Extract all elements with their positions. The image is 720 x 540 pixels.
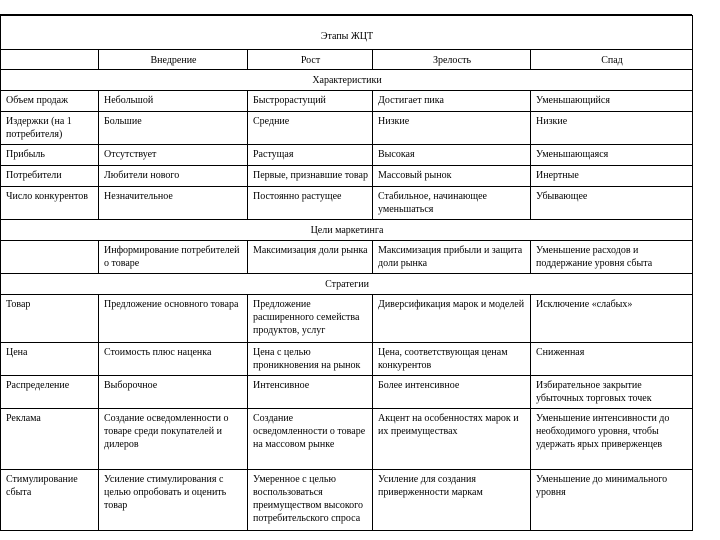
stage-introduction: Внедрение <box>99 50 248 70</box>
table-cell: Сниженная <box>531 343 693 376</box>
goal-decline: Уменьшение расходов и поддержание уровня сбыта <box>531 241 693 274</box>
table-cell: Уменьшение до минимального уровня <box>531 470 693 531</box>
section-strategies: Стратегии <box>1 274 693 295</box>
table-cell: Уменьшение интенсивности до необходимого уровня, чтобы удержать ярых приверженцев <box>531 409 693 470</box>
table-row <box>1 376 693 409</box>
row-label: Реклама <box>1 409 99 470</box>
table-cell: Инертные <box>531 166 693 187</box>
goal-introduction: Информирование потребителей о товаре <box>99 241 248 274</box>
table-cell: Быстрорастущий <box>248 91 373 112</box>
table-cell: Достигает пика <box>373 91 531 112</box>
row-label: Издержки (на 1 потребителя) <box>1 112 99 145</box>
goals-row <box>1 241 693 274</box>
stages-header-row <box>1 50 693 70</box>
stage-growth: Рост <box>248 50 373 70</box>
table-cell: Интенсивное <box>248 376 373 409</box>
table-cell: Диверсификация марок и моделей <box>373 295 531 343</box>
table-row <box>1 343 693 376</box>
goal-maturity: Максимизация прибыли и защита доли рынка <box>373 241 531 274</box>
table-cell: Уменьшающаяся <box>531 145 693 166</box>
table-cell: Предложение расширенного семейства продуктов, услуг <box>248 295 373 343</box>
plc-table-container <box>0 14 692 531</box>
table-row <box>1 91 693 112</box>
goal-growth: Максимизация доли рынка <box>248 241 373 274</box>
section-characteristics: Характеристики <box>1 70 693 91</box>
row-label: Стимулирование сбыта <box>1 470 99 531</box>
section-goals: Цели маркетинга <box>1 220 693 241</box>
stage-maturity: Зрелость <box>373 50 531 70</box>
table-cell: Создание осведомленности о товаре на массовом рынке <box>248 409 373 470</box>
table-cell: Отсутствует <box>99 145 248 166</box>
table-row <box>1 166 693 187</box>
table-cell: Первые, признавшие товар <box>248 166 373 187</box>
table-cell: Стабильное, начинающее уменьшаться <box>373 187 531 220</box>
table-cell: Цена с целью проникновения на рынок <box>248 343 373 376</box>
table-row <box>1 187 693 220</box>
row-label: Потребители <box>1 166 99 187</box>
row-label: Объем продаж <box>1 91 99 112</box>
table-cell: Стоимость плюс наценка <box>99 343 248 376</box>
table-cell: Выборочное <box>99 376 248 409</box>
table-cell: Уменьшающийся <box>531 91 693 112</box>
row-label: Число конкурентов <box>1 187 99 220</box>
table-row <box>1 409 693 470</box>
title-row <box>1 16 693 50</box>
table-row <box>1 470 693 531</box>
table-cell: Средние <box>248 112 373 145</box>
table-cell: Создание осведомленности о товаре среди покупателей и дилеров <box>99 409 248 470</box>
table-cell: Большие <box>99 112 248 145</box>
table-cell: Небольшой <box>99 91 248 112</box>
stage-decline: Спад <box>531 50 693 70</box>
table-cell: Более интенсивное <box>373 376 531 409</box>
section-row <box>1 274 693 295</box>
table-cell: Убывающее <box>531 187 693 220</box>
table-cell: Умеренное с целью воспользоваться преимуществом высокого потребительского спроса <box>248 470 373 531</box>
table-row <box>1 295 693 343</box>
row-label: Товар <box>1 295 99 343</box>
table-cell: Низкие <box>531 112 693 145</box>
section-row <box>1 70 693 91</box>
header-empty-cell <box>1 50 99 70</box>
table-row <box>1 112 693 145</box>
table-cell: Предложение основного товара <box>99 295 248 343</box>
table-row <box>1 145 693 166</box>
table-cell: Цена, соответствующая ценам конкурентов <box>373 343 531 376</box>
plc-stages-table <box>0 15 693 531</box>
row-label: Прибыль <box>1 145 99 166</box>
row-label: Распределение <box>1 376 99 409</box>
table-title: Этапы ЖЦТ <box>1 16 693 50</box>
table-cell: Усиление стимулирования с целью опробовать и оценить товар <box>99 470 248 531</box>
row-label: Цена <box>1 343 99 376</box>
table-cell: Любители нового <box>99 166 248 187</box>
table-cell: Избирательное закрытие убыточных торговых точек <box>531 376 693 409</box>
table-cell: Низкие <box>373 112 531 145</box>
section-row <box>1 220 693 241</box>
table-cell: Постоянно растущее <box>248 187 373 220</box>
table-cell: Исключение «слабых» <box>531 295 693 343</box>
table-cell: Растущая <box>248 145 373 166</box>
table-cell: Высокая <box>373 145 531 166</box>
table-cell: Массовый рынок <box>373 166 531 187</box>
table-cell: Акцент на особенностях марок и их преимуществах <box>373 409 531 470</box>
table-cell: Незначительное <box>99 187 248 220</box>
goals-label-empty <box>1 241 99 274</box>
table-cell: Усиление для создания приверженности маркам <box>373 470 531 531</box>
